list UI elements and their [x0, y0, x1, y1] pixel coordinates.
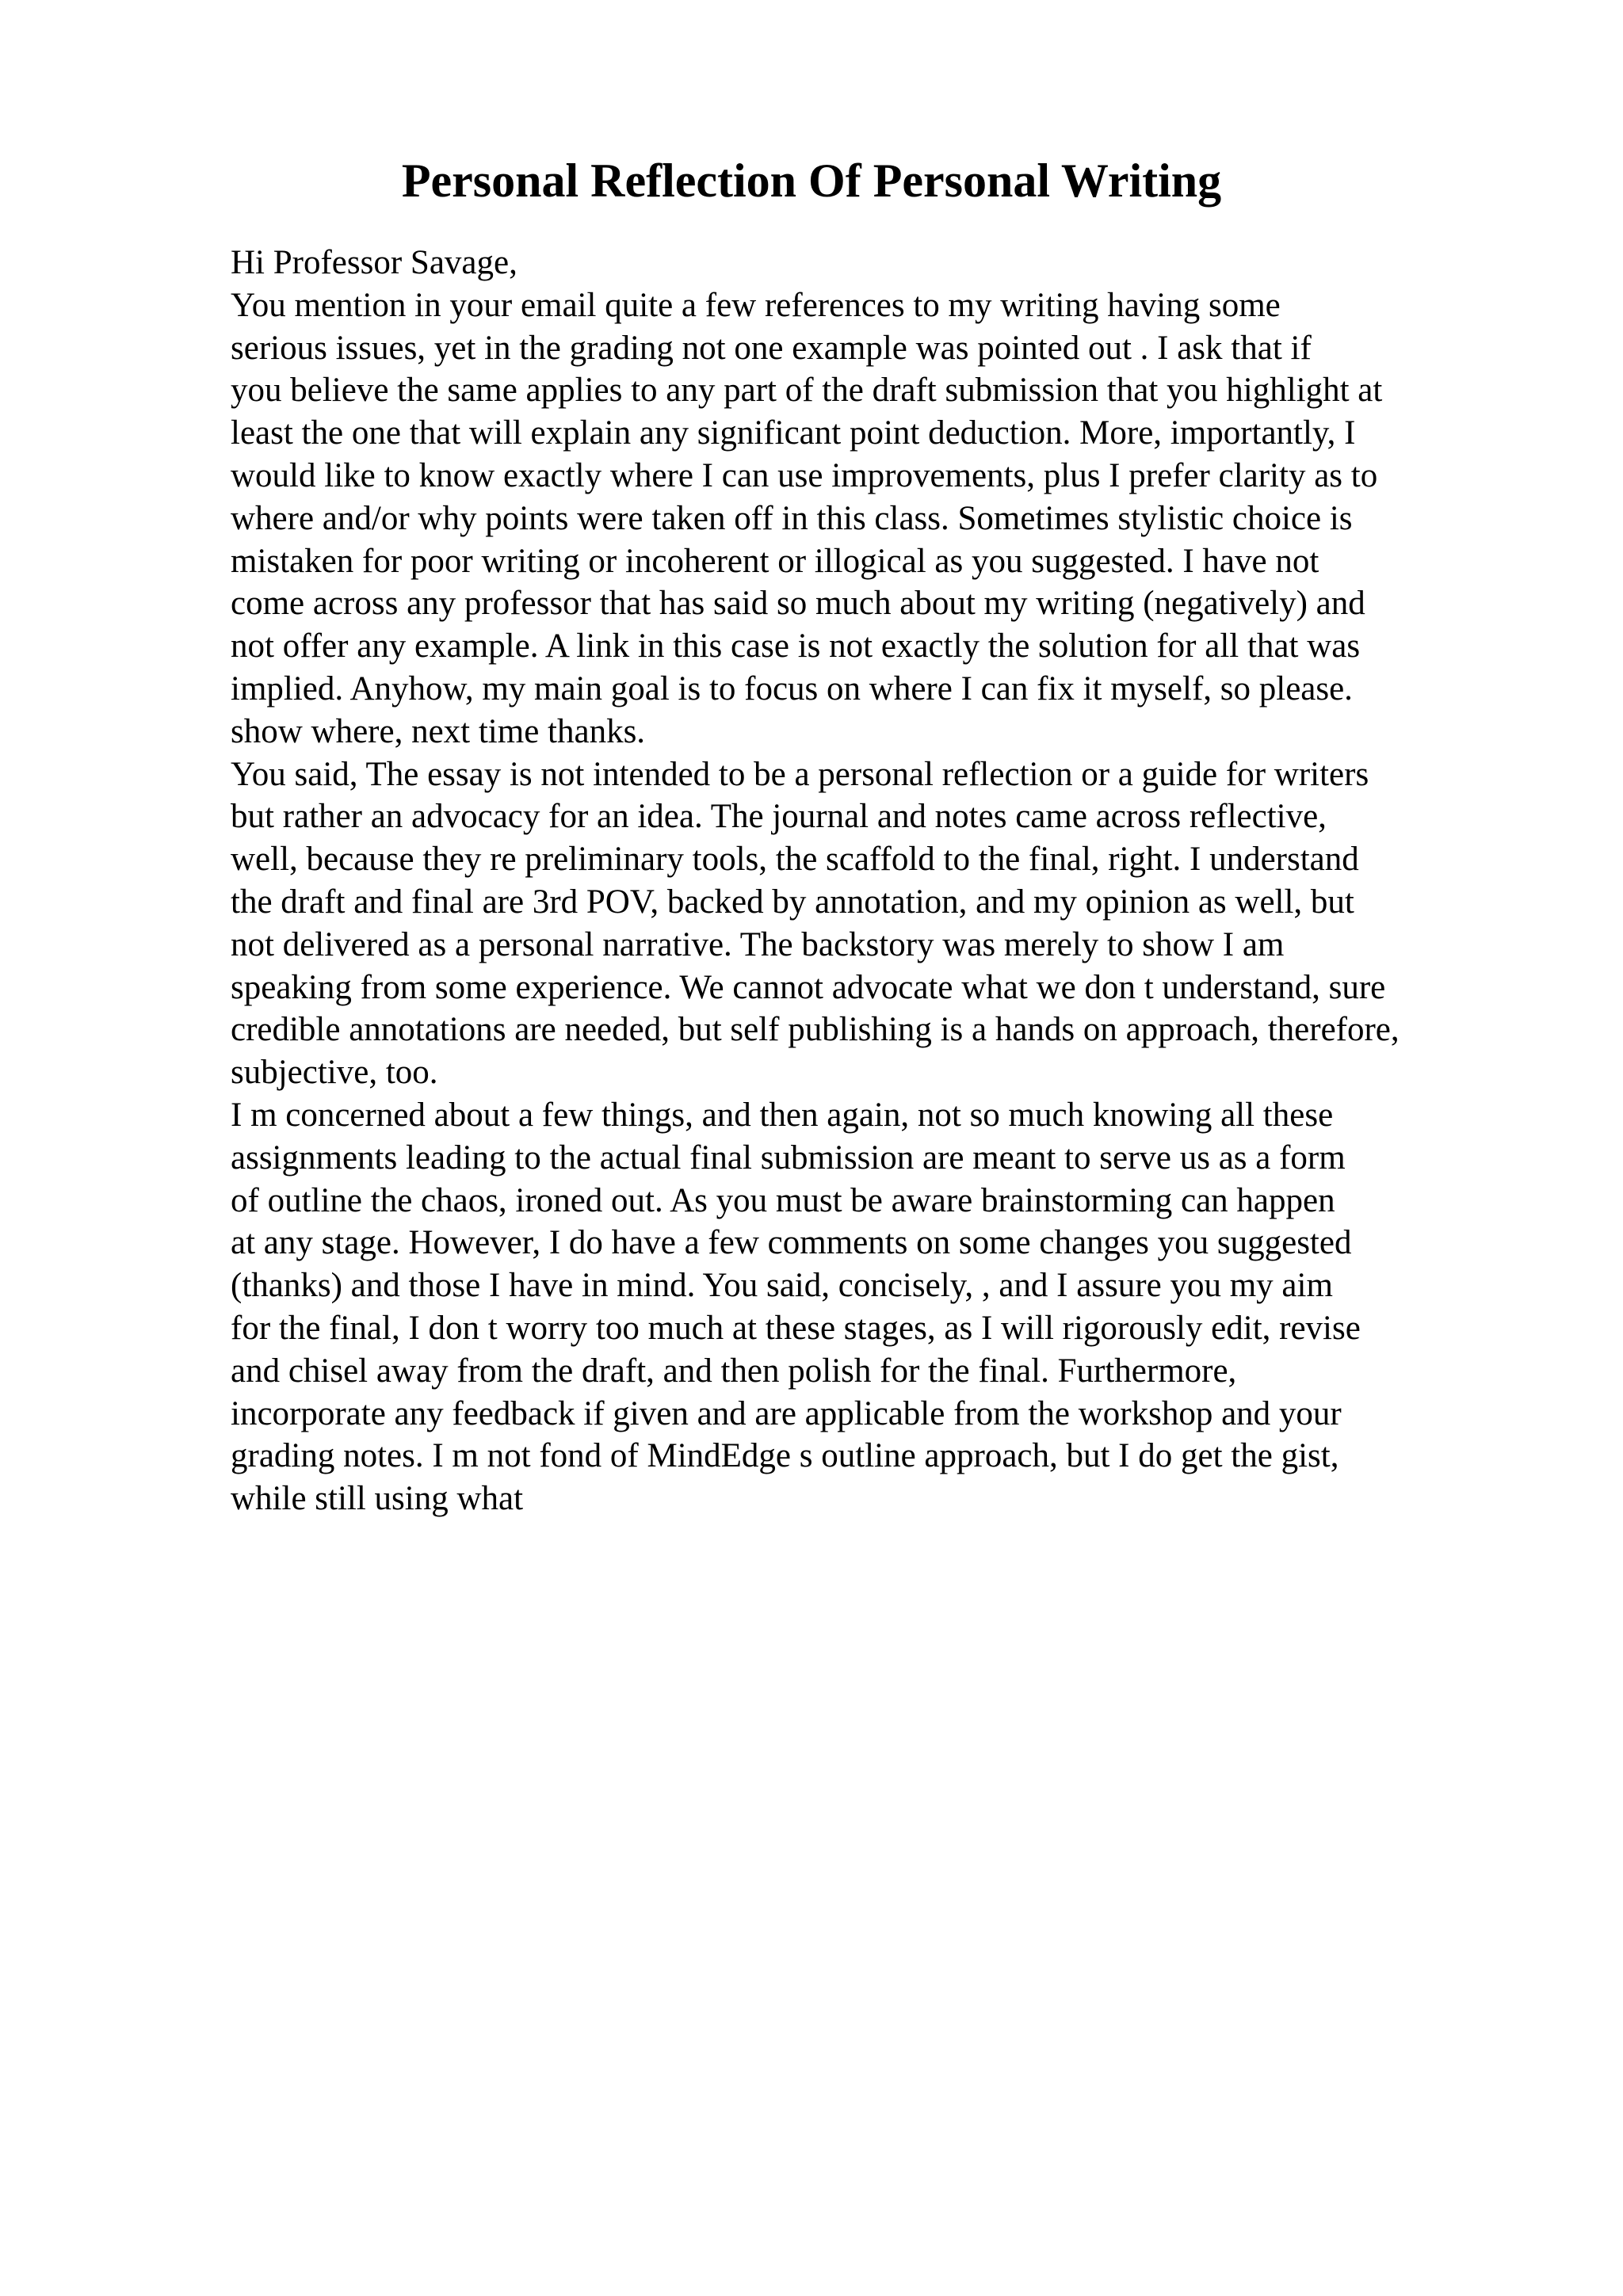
body-line: grading notes. I m not fond of MindEdge s outline approach, but I do get the gist, [231, 1437, 1339, 1475]
body-line: You mention in your email quite a few references to my writing having some [231, 286, 1281, 324]
body-line: not delivered as a personal narrative. The backstory was merely to show I am [231, 925, 1285, 963]
body-line: assignments leading to the actual final submission are meant to serve us as a form [231, 1138, 1346, 1177]
body-line: I m concerned about a few things, and then again, not so much knowing all these [231, 1096, 1334, 1134]
body-line: you believe the same applies to any part of the draft submission that you highlight at [231, 372, 1383, 410]
body-line: subjective, too. [231, 1054, 438, 1092]
body-line: (thanks) and those I have in mind. You said, concisely, , and I assure you my aim [231, 1267, 1333, 1305]
body-line: speaking from some experience. We cannot advocate what we don t understand, sure [231, 968, 1386, 1006]
body-line: come across any professor that has said so much about my writing (negatively) and [231, 585, 1365, 623]
body-line: the draft and final are 3rd POV, backed by annotation, and my opinion as well, but [231, 883, 1354, 921]
body-line: show where, next time thanks. [231, 712, 646, 750]
body-line: would like to know exactly where I can use improvements, plus I prefer clarity as to [231, 456, 1378, 494]
body-line: and chisel away from the draft, and then polish for the final. Furthermore, [231, 1352, 1237, 1390]
body-line: You said, The essay is not intended to be a personal reflection or a guide for writers [231, 755, 1369, 793]
body-line: well, because they re preliminary tools, the scaffold to the final, right. I understand [231, 841, 1359, 879]
body-line: while still using what [231, 1480, 524, 1518]
body-line: not offer any example. A link in this case is not exactly the solution for all that was [231, 627, 1361, 666]
body-line: Hi Professor Savage, [231, 244, 517, 281]
body-line: but rather an advocacy for an idea. The journal and notes came across reflective, [231, 798, 1327, 836]
body-line: mistaken for poor writing or incoherent or illogical as you suggested. I have not [231, 542, 1319, 580]
body-line: implied. Anyhow, my main goal is to focus on where I can fix it myself, so please. [231, 669, 1353, 707]
document-title: Personal Reflection Of Personal Writing [401, 154, 1222, 207]
document-body [231, 242, 1610, 1520]
body-line: for the final, I don t worry too much at these stages, as I will rigorously edit, revise [231, 1309, 1361, 1347]
body-line: incorporate any feedback if given and are applicable from the workshop and your [231, 1394, 1342, 1432]
body-line: where and/or why points were taken off in this class. Sometimes stylistic choice is [231, 499, 1353, 537]
body-line: of outline the chaos, ironed out. As you must be aware brainstorming can happen [231, 1181, 1335, 1219]
body-line: credible annotations are needed, but self publishing is a hands on approach, therefore, [231, 1011, 1400, 1049]
body-line: serious issues, yet in the grading not one example was pointed out . I ask that if [231, 329, 1312, 367]
body-line: at any stage. However, I do have a few comments on some changes you suggested [231, 1224, 1352, 1262]
body-line: least the one that will explain any significant point deduction. More, importantly, I [231, 414, 1356, 452]
